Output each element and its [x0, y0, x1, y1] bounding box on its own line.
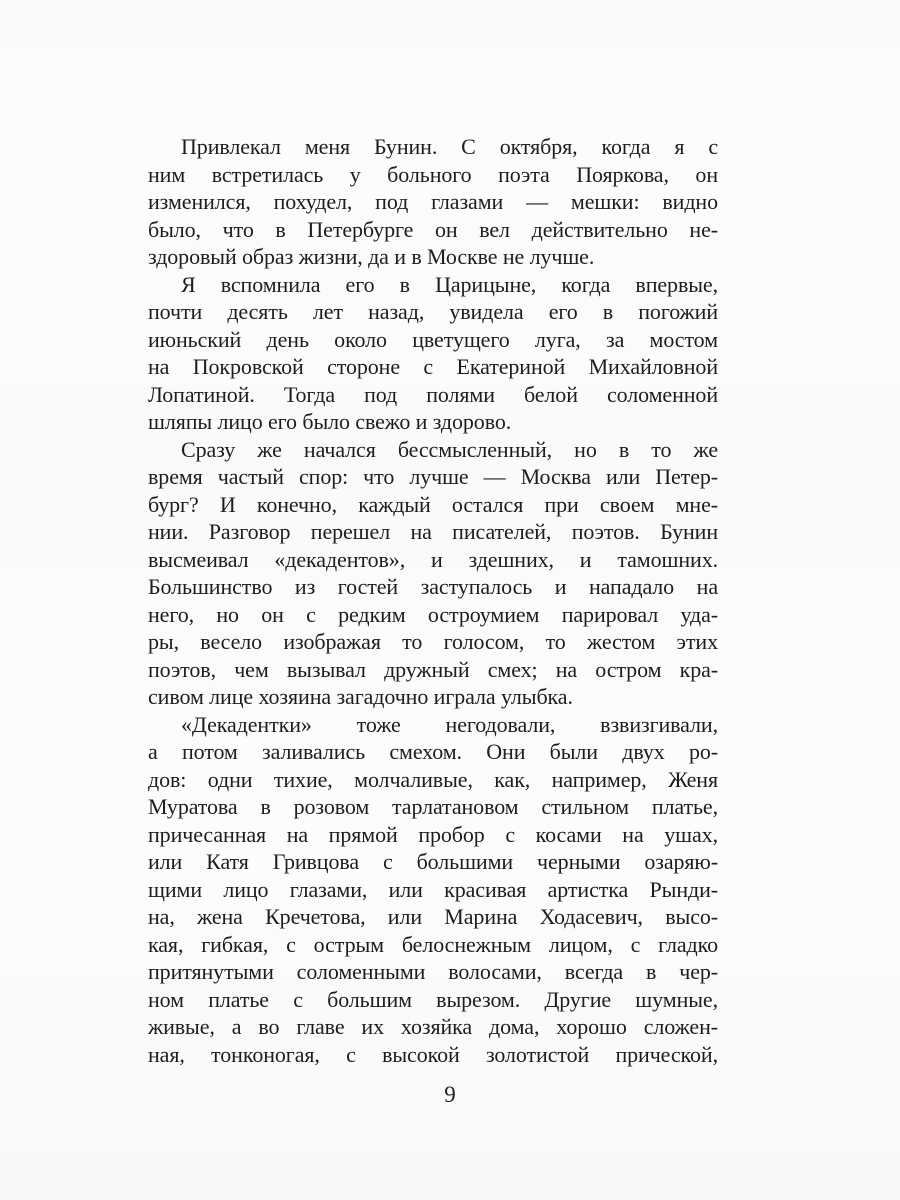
text-line: Большинство из гостей заступалось и нападало на: [148, 574, 718, 599]
text-line: него, но он с редким остроумием парировал уда-: [148, 601, 718, 627]
text-line: Муратова в розовом тарлатановом стильном платье,: [148, 794, 718, 819]
text-line: щими лицо глазами, или красивая артистка Рынди-: [148, 876, 718, 902]
text-line: бург? И конечно, каждый остался при своем мне-: [148, 491, 718, 517]
text-line: нии. Разговор перешел на писателей, поэтов. Бунин: [148, 519, 718, 544]
text-line: причесанная на прямой пробор с косами на ушах,: [148, 821, 718, 847]
text-line: сивом лице хозяина загадочно играла улыбка.: [148, 684, 573, 709]
text-line: «Декадентки» тоже негодовали, взвизгивали,: [181, 711, 718, 737]
text-line: ры, весело изображая то голосом, то жестом этих: [148, 629, 718, 654]
paragraph: [148, 133, 718, 271]
page-text-block: [148, 133, 718, 1068]
text-line: а потом заливались смехом. Они были двух ро-: [148, 739, 718, 764]
paragraph: [148, 711, 718, 1069]
text-line: ним встретилась у больного поэта Пояркова, он: [148, 161, 718, 187]
text-line: Привлекал меня Бунин. С октября, когда я с: [181, 134, 718, 159]
text-line: почти десять лет назад, увидела его в погожий: [148, 299, 718, 324]
text-line: живые, а во главе их хозяйка дома, хорошо сложен-: [148, 1014, 718, 1039]
text-line: дов: одни тихие, молчаливые, как, например, Женя: [148, 766, 718, 792]
text-line: шляпы лицо его было свежо и здорово.: [148, 409, 512, 434]
text-line: Я вспомнила его в Царицыне, когда впервые,: [181, 271, 718, 297]
text-line: было, что в Петербурге он вел действительно не-: [148, 216, 718, 242]
text-line: на, жена Кречетова, или Марина Ходасевич, высо-: [148, 904, 718, 929]
paragraph: [148, 271, 718, 436]
text-line: Сразу же начался бессмысленный, но в то же: [181, 436, 718, 462]
text-line: июньский день около цветущего луга, за мостом: [148, 326, 718, 352]
text-line: ная, тонконогая, с высокой золотистой прической,: [148, 1041, 718, 1067]
text-line: кая, гибкая, с острым белоснежным лицом, с гладко: [148, 931, 718, 957]
text-line: или Катя Гривцова с большими черными озаряю-: [148, 849, 718, 874]
text-line: на Покровской стороне с Екатериной Михайловной: [148, 354, 718, 379]
text-line: притянутыми соломенными волосами, всегда в чер-: [148, 959, 718, 984]
page-number: 9: [444, 1082, 456, 1107]
text-line: здоровый образ жизни, да и в Москве не лучше.: [148, 244, 595, 269]
text-line: поэтов, чем вызывал дружный смех; на остром кра-: [148, 656, 718, 682]
text-line: изменился, похудел, под глазами — мешки: видно: [148, 189, 718, 214]
paragraph: [148, 436, 718, 711]
text-line: время частый спор: что лучше — Москва или Петер-: [148, 464, 718, 489]
text-line: ном платье с большим вырезом. Другие шумные,: [148, 986, 718, 1012]
text-line: высмеивал «декадентов», и здешних, и тамошних.: [148, 546, 718, 572]
text-line: Лопатиной. Тогда под полями белой соломенной: [148, 381, 718, 407]
